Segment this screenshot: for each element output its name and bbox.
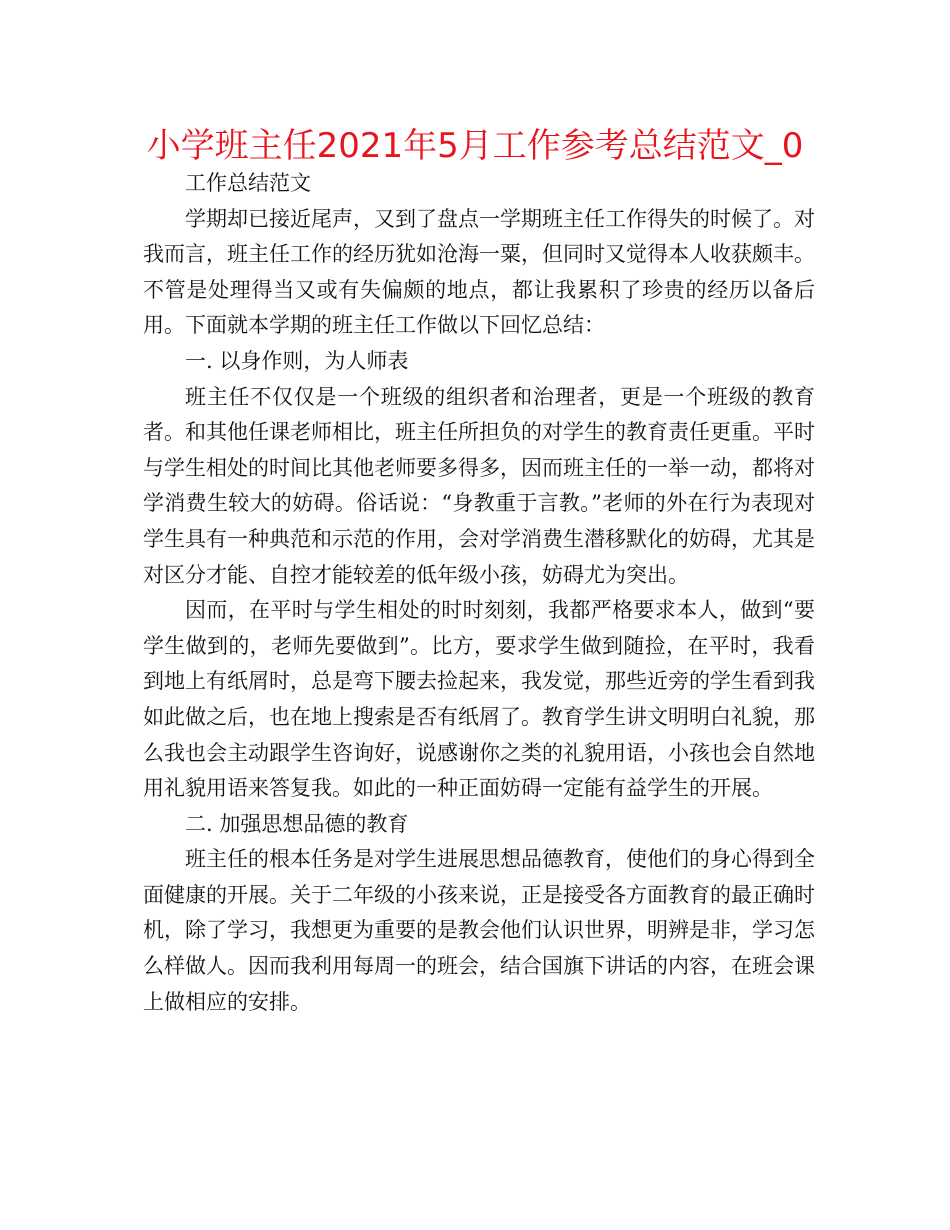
document-body [143, 166, 815, 1020]
section-heading-1: 一. 以身作则，为人师表 [185, 348, 409, 373]
intro-paragraph: 学期却已接近尾声，又到了盘点一学期班主任工作得失的时候了。对我而言，班主任工作的经历犹如沧海一粟，但同时又觉得本人收获颇丰。不管是处理得当又或有失偏颇的地点，都让我累积了珍贵的经历以备后用。下面就本学期的班主任工作做以下回忆总结： [143, 206, 815, 338]
body-paragraph: 班主任不仅仅是一个班级的组织者和治理者，更是一个班级的教育者。和其他任课老师相比，班主任所担负的对学生的教育责任更重。平时与学生相处的时间比其他老师要多得多，因而班主任的一举一动，都将对学消费生较大的妨碍。俗话说：“身教重于言教。”老师的外在行为表现对学生具有一种典范和示范的作用，会对学消费生潜移默化的妨碍，尤其是对区分才能、自控才能较差的低年级小孩，妨碍尤为突出。 [143, 384, 815, 587]
body-paragraph: 班主任的根本任务是对学生进展思想品德教育，使他们的身心得到全面健康的开展。关于二年级的小孩来说，正是接受各方面教育的最正确时机，除了学习，我想更为重要的是教会他们认识世界，明辨是非，学习怎么样做人。因而我利用每周一的班会，结合国旗下讲话的内容，在班会课上做相应的安排。 [143, 847, 815, 1014]
document-title: 小学班主任2021年5月工作参考总结范文_0 [146, 126, 804, 166]
body-paragraph: 因而，在平时与学生相处的时时刻刻，我都严格要求本人，做到“要学生做到的，老师先要做到”。比方，要求学生做到随捡，在平时，我看到地上有纸屑时，总是弯下腰去捡起来，我发觉，那些近旁的学生看到我如此做之后，也在地上搜索是否有纸屑了。教育学生讲文明明白礼貌，那么我也会主动跟学生咨询好，说感谢你之类的礼貌用语，小孩也会自然地用礼貌用语来答复我。如此的一种正面妨碍一定能有益学生的开展。 [143, 598, 815, 801]
section-heading-2: 二. 加强思想品德的教育 [185, 811, 409, 836]
subtitle-paragraph: 工作总结范文 [185, 171, 311, 195]
